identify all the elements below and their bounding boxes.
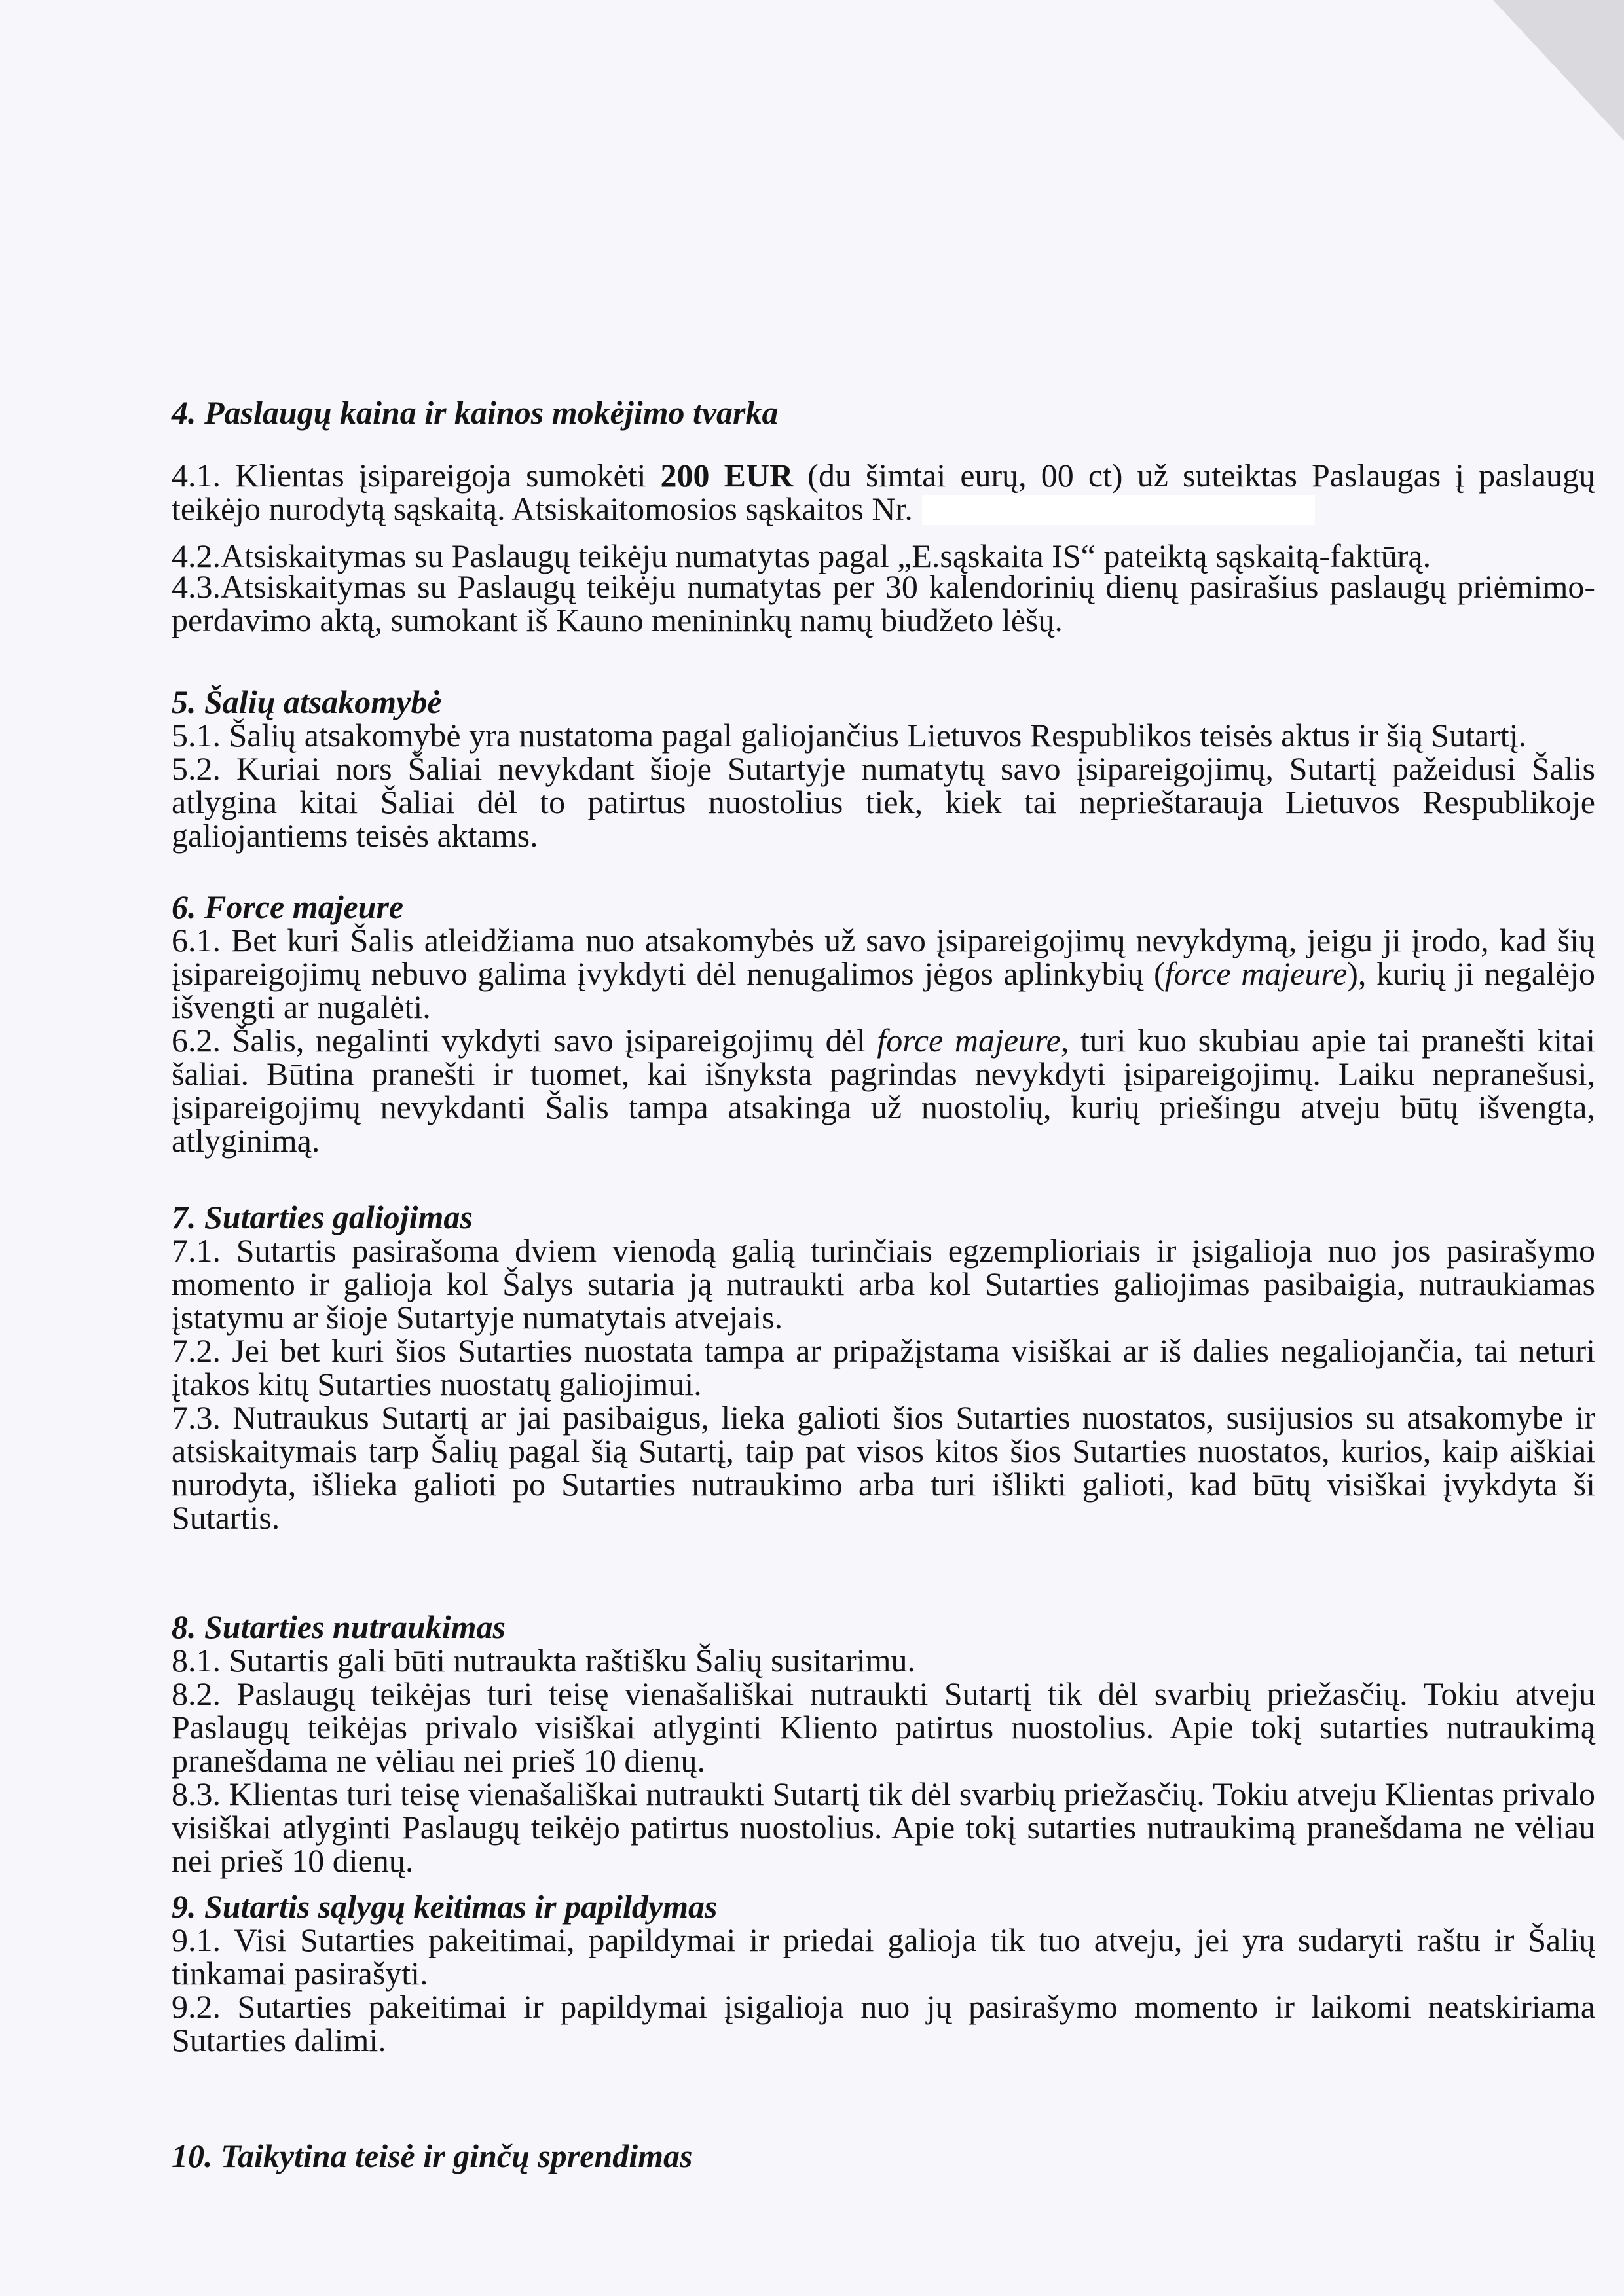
section-6-heading: 6. Force majeure bbox=[172, 888, 404, 925]
section-8-heading: 8. Sutarties nutraukimas bbox=[172, 1609, 506, 1645]
force-majeure-term: force majeure bbox=[1164, 955, 1348, 992]
clause-7-3: 7.3. Nutraukus Sutartį ar jai pasibaigus, lieka galioti šios Sutarties nuostatos, susijusios su atsakomybe ir atsiskaitymais tarp Šalių pagal šią Sutartį, taip pat visos kitos šios Sutarties nuostatos, kurios, kaip aiškiai nurodyta, išlieka galioti po Sutarties nutraukimo arba turi išlikti galioti, kad būtų visiškai įvykdyta ši Sutartis. bbox=[172, 1399, 1595, 1536]
section-9-heading: 9. Sutartis sąlygų keitimas ir papildymas bbox=[172, 1888, 718, 1925]
clause-4-3: 4.3.Atsiskaitymas su Paslaugų teikėju numatytas per 30 kalendorinių dienų pasirašius paslaugų priėmimo-perdavimo aktą, sumokant iš Kauno menininkų namų biudžeto lėšų. bbox=[172, 568, 1595, 638]
section-5-heading: 5. Šalių atsakomybė bbox=[172, 683, 442, 720]
clause-7-1: 7.1. Sutartis pasirašoma dviem vienodą galią turinčiais egzemplioriais ir įsigalioja nuo jos pasirašymo momento ir galioja kol Šalys sutaria ją nutraukti arba kol Sutarties galiojimas pasibaigia, nutraukiamas įstatymu ar šioje Sutartyje numatytais atvejais. bbox=[172, 1232, 1595, 1336]
clause-8-3: 8.3. Klientas turi teisę vienašališkai nutraukti Sutartį tik dėl svarbių priežasčių. Tokiu atveju Klientas privalo visiškai atlyginti Paslaugų teikėjo patirtus nuostolius. Apie tokį sutarties nutraukimą pranešdama ne vėliau nei prieš 10 dienų. bbox=[172, 1776, 1595, 1879]
clause-6-1-text: 6.1. Bet kuri Šalis atleidžiama nuo atsakomybės už savo įsipareigojimų nevykdymą, jeigu ji įrodo, kad šių įsipareigojimų nebuvo galima įvykdyti dėl nenugalimos jėgos aplinkybių ( bbox=[172, 922, 1595, 992]
clause-9-1: 9.1. Visi Sutarties pakeitimai, papildymai ir priedai galioja tik tuo atveju, jei yra sudaryti raštu ir Šalių tinkamai pasirašyti. bbox=[172, 1922, 1595, 1992]
clause-6-2-text-cont: , turi kuo skubiau apie tai pranešti kitai šaliai. Būtina pranešti ir tuomet, kai išnyksta pagrindas nevykdyti įsipareigojimų. Laiku nepranešusi, įsipareigojimų nevykdanti Šalis tampa atsakinga už nuostolių, kurių priešingu atveju būtų išvengta, atlyginimą. bbox=[172, 1022, 1595, 1159]
clause-6-1 bbox=[172, 924, 1595, 1024]
clause-4-1-text: 4.1. Klientas įsipareigoja sumokėti bbox=[172, 457, 661, 494]
section-7 bbox=[172, 1201, 1595, 1535]
clause-4-1-text-cont: (du šimtai eurų, 00 ct) už suteiktas Paslaugas į paslaugų teikėjo nurodytą sąskaitą. Atsiskaitomosios sąskaitos Nr. bbox=[172, 457, 1595, 527]
folded-corner bbox=[1493, 0, 1624, 141]
clause-7-2: 7.2. Jei bet kuri šios Sutarties nuostata tampa ar pripažįstama visiškai ar iš dalies negaliojančia, tai neturi įtakos kitų Sutarties nuostatų galiojimui. bbox=[172, 1332, 1595, 1402]
section-9 bbox=[172, 1890, 1595, 2057]
clause-6-1-text-cont: ), kurių ji negalėjo išvengti ar nugalėti. bbox=[172, 955, 1596, 1025]
clause-6-2 bbox=[172, 1024, 1595, 1157]
section-7-heading: 7. Sutarties galiojimas bbox=[172, 1199, 473, 1235]
clause-4-1 bbox=[172, 459, 1595, 526]
clause-5-2: 5.2. Kuriai nors Šaliai nevykdant šioje Sutartyje numatytų savo įsipareigojimų, Sutartį pažeidusi Šalis atlygina kitai Šaliai dėl to patirtus nuostolius tiek, kiek tai neprieštarauja Lietuvos Respublikoje galiojantiems teisės aktams. bbox=[172, 750, 1595, 854]
clause-8-1: 8.1. Sutartis gali būti nutraukta raštišku Šalių susitarimu. bbox=[172, 1642, 916, 1679]
section-6 bbox=[172, 890, 1595, 1157]
clause-9-2: 9.2. Sutarties pakeitimai ir papildymai įsigalioja nuo jų pasirašymo momento ir laikomi neatskiriama Sutarties dalimi. bbox=[172, 1988, 1595, 2058]
force-majeure-term: force majeure bbox=[877, 1022, 1061, 1059]
redacted-account-number bbox=[922, 495, 1315, 525]
clause-8-2: 8.2. Paslaugų teikėjas turi teisę vienašališkai nutraukti Sutartį tik dėl svarbių priežasčių. Tokiu atveju Paslaugų teikėjas privalo visiškai atlyginti Kliento patirtus nuostolius. Apie tokį sutarties nutraukimą pranešdama ne vėliau nei prieš 10 dienų. bbox=[172, 1675, 1595, 1779]
section-8 bbox=[172, 1611, 1595, 1878]
price-amount: 200 EUR bbox=[660, 457, 794, 494]
clause-6-2-text: 6.2. Šalis, negalinti vykdyti savo įsipareigojimų dėl bbox=[172, 1022, 877, 1059]
clause-5-1: 5.1. Šalių atsakomybė yra nustatoma pagal galiojančius Lietuvos Respublikos teisės aktus ir šią Sutartį. bbox=[172, 717, 1527, 754]
section-10-heading: 10. Taikytina teisė ir ginčų sprendimas bbox=[172, 2138, 693, 2174]
section-5 bbox=[172, 685, 1595, 852]
clause-4-2: 4.2.Atsiskaitymas su Paslaugų teikėju numatytas pagal „E.sąskaita IS“ pateiktą sąskaitą-faktūrą. bbox=[172, 538, 1431, 574]
section-4-heading: 4. Paslaugų kaina ir kainos mokėjimo tvarka bbox=[172, 394, 779, 431]
